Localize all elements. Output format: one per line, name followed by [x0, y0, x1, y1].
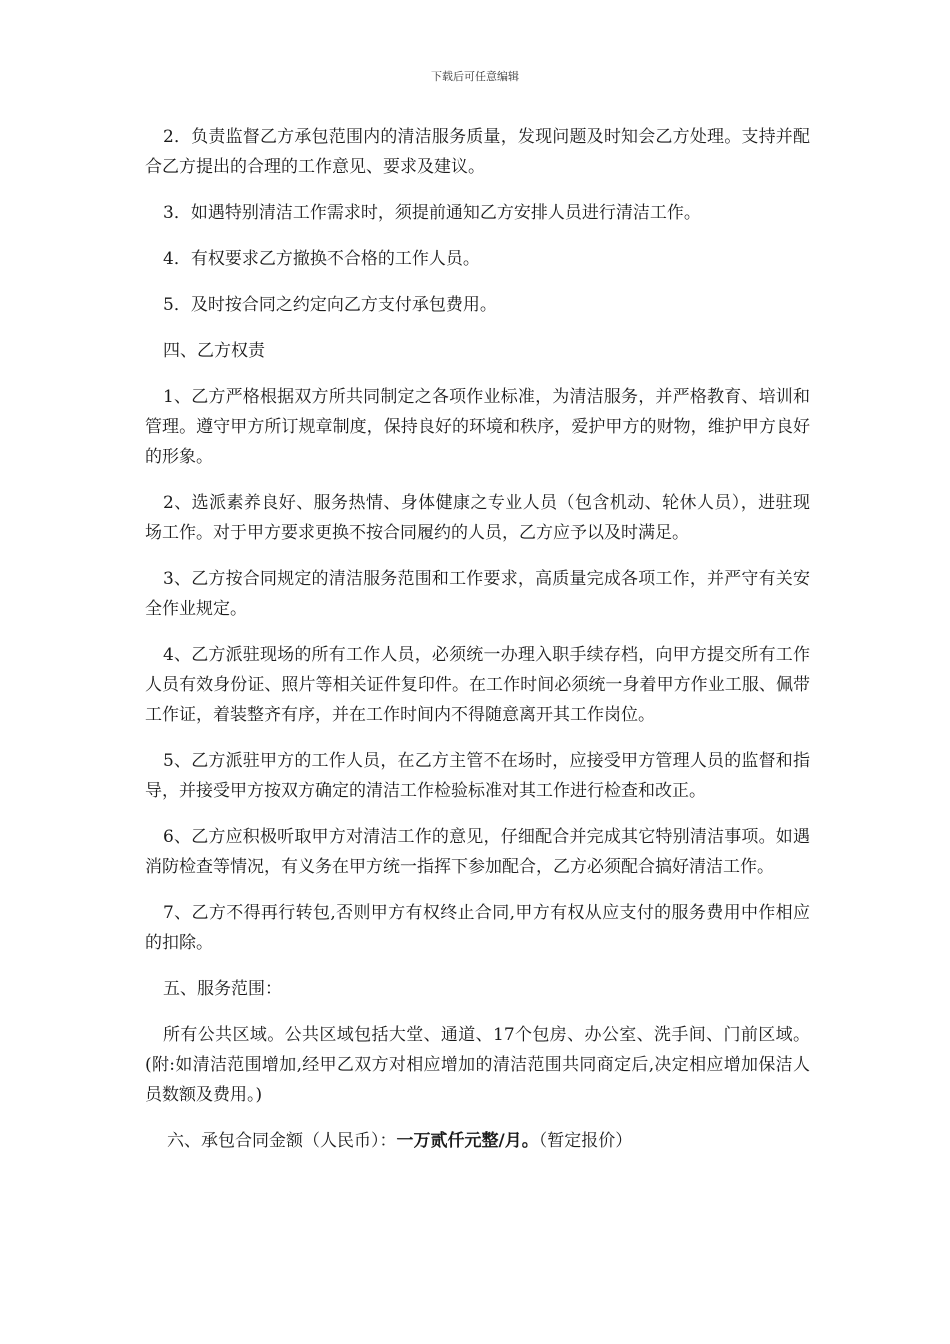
paragraph-jia-duty-5: 5．及时按合同之约定向乙方支付承包费用。: [163, 295, 497, 315]
paragraph-jia-duty-2: 2．负责监督乙方承包范围内的清洁服务质量，发现问题及时知会乙方处理。支持并配合乙方提出的合理的工作意见、要求及建议。: [145, 127, 810, 177]
contract-amount-value: 一万贰仟元整/月。: [396, 1131, 539, 1151]
document-body: [145, 122, 810, 1156]
paragraph-jia-duty-4: 4．有权要求乙方撤换不合格的工作人员。: [163, 249, 480, 269]
page-header: 下载后可任意编辑: [431, 70, 519, 83]
contract-amount-line: [145, 1126, 810, 1156]
contract-amount-prefix: 六、承包合同金额（人民币）：: [167, 1131, 397, 1151]
section-heading-service-scope: 五、服务范围：: [163, 979, 282, 999]
paragraph-yi-duty-7: 7、乙方不得再行转包,否则甲方有权终止合同,甲方有权从应支付的服务费用中作相应的扣除。: [145, 903, 810, 953]
contract-amount-suffix: （暂定报价）: [538, 1131, 633, 1151]
paragraph-yi-duty-5: 5、乙方派驻甲方的工作人员，在乙方主管不在场时，应接受甲方管理人员的监督和指导，并接受甲方按双方确定的清洁工作检验标准对其工作进行检查和改正。: [145, 751, 810, 801]
paragraph-service-scope: 所有公共区域。公共区域包括大堂、通道、17个包房、办公室、洗手间、门前区域。 (附:如清洁范围增加,经甲乙双方对相应增加的清洁范围共同商定后,决定相应增加保洁人员数额及费用。): [145, 1025, 810, 1105]
section-heading-yi-duties: 四、乙方权责: [163, 341, 265, 361]
paragraph-jia-duty-3: 3．如遇特别清洁工作需求时，须提前通知乙方安排人员进行清洁工作。: [163, 203, 701, 223]
paragraph-yi-duty-6: 6、乙方应积极听取甲方对清洁工作的意见，仔细配合并完成其它特别清洁事项。如遇消防检查等情况，有义务在甲方统一指挥下参加配合，乙方必须配合搞好清洁工作。: [145, 827, 810, 877]
paragraph-yi-duty-1: 1、乙方严格根据双方所共同制定之各项作业标准，为清洁服务，并严格教育、培训和管理。遵守甲方所订规章制度，保持良好的环境和秩序，爱护甲方的财物，维护甲方良好的形象。: [145, 387, 810, 467]
paragraph-yi-duty-3: 3、乙方按合同规定的清洁服务范围和工作要求，高质量完成各项工作，并严守有关安全作业规定。: [145, 569, 810, 619]
paragraph-yi-duty-2: 2、选派素养良好、服务热情、身体健康之专业人员（包含机动、轮休人员），进驻现场工作。对于甲方要求更换不按合同履约的人员，乙方应予以及时满足。: [145, 493, 810, 543]
paragraph-yi-duty-4: 4、乙方派驻现场的所有工作人员，必须统一办理入职手续存档，向甲方提交所有工作人员有效身份证、照片等相关证件复印件。在工作时间必须统一身着甲方作业工服、佩带工作证，着装整齐有序，并在工作时间内不得随意离开其工作岗位。: [145, 645, 810, 725]
